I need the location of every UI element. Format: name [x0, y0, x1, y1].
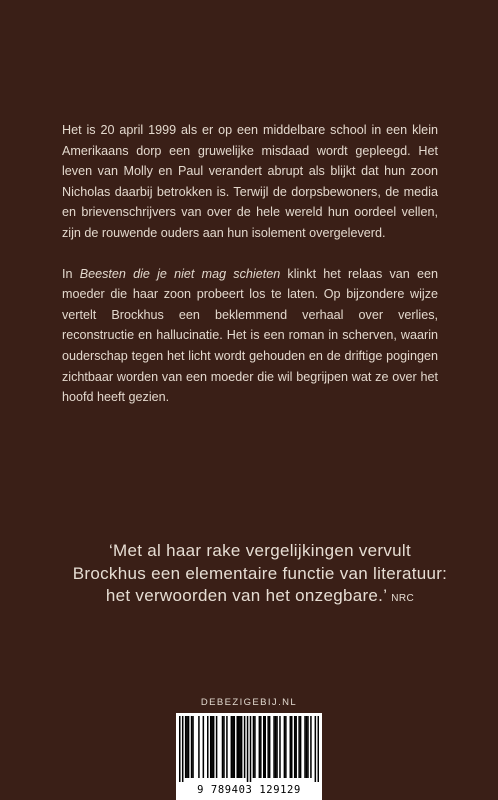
- barcode-bar: [239, 716, 241, 778]
- barcode-bar: [290, 716, 292, 778]
- back-cover-blurb: [62, 120, 438, 408]
- blurb-paragraph-2-prefix: In: [62, 266, 80, 281]
- barcode-bars: [179, 716, 319, 782]
- barcode-bar: [298, 716, 300, 778]
- blurb-paragraph-2-rest: klinkt het relaas van een moeder die haar zoon probeert los te laten. Op bijzondere wijze vertelt Brockhus een beklemmend verhaal over verlies, reconstructie en hallucinatie. Het is een roman in scherven, waarin ouderschap tegen het licht wordt gehouden en de driftige pogingen zichtbaar worden van een moeder die wil begrijpen wat ze over het hoofd heeft gezien.: [62, 266, 438, 405]
- blurb-paragraph-1: Het is 20 april 1999 als er op een middelbare school in een klein Amerikaans dorp een gruwelijke misdaad wordt gepleegd. Het leven van Molly en Paul verandert abrupt als blijkt dat hun zoon Nicholas daarbij betrokken is. Terwijl de dorpsbewoners, de media en brievenschrijvers van over de hele wereld hun oordeel vellen, zijn de rouwende ouders aan hun isolement overgeleverd.: [62, 123, 438, 240]
- barcode-bar: [231, 716, 233, 778]
- barcode-bar: [207, 716, 209, 778]
- barcode-bar: [210, 716, 212, 778]
- barcode-bar: [222, 716, 224, 778]
- barcode-bar: [250, 716, 252, 782]
- barcode-bar: [284, 716, 286, 778]
- barcode-bar: [236, 716, 238, 778]
- publisher-website: DEBEZIGEBIJ.NL: [200, 697, 298, 708]
- barcode-bar: [186, 716, 188, 778]
- barcode-bar: [192, 716, 194, 778]
- barcode-bar: [306, 716, 308, 778]
- barcode-bar: [285, 716, 287, 778]
- barcode-bar: [179, 716, 181, 782]
- barcode-bar: [182, 716, 184, 782]
- barcode-bar: [234, 716, 236, 778]
- barcode-bar: [304, 716, 306, 778]
- barcode-bar: [260, 716, 262, 778]
- barcode-bar: [191, 716, 193, 778]
- barcode-digits: 9 789403 129129: [197, 784, 301, 796]
- barcode-bar: [244, 716, 246, 778]
- barcode-bar: [264, 716, 266, 778]
- barcode-bar: [295, 716, 297, 778]
- barcode-bar: [307, 716, 309, 778]
- barcode-bar: [310, 716, 312, 778]
- barcode-bar: [213, 716, 215, 778]
- book-title-italic: Beesten die je niet mag schieten: [79, 266, 281, 281]
- barcode-bar: [232, 716, 234, 778]
- barcode-bar: [185, 716, 187, 778]
- barcode-bar: [259, 716, 261, 778]
- barcode-bar: [300, 716, 302, 778]
- review-quote-source: NRC: [391, 593, 415, 604]
- barcode-bar: [223, 716, 225, 778]
- barcode-bar: [238, 716, 240, 778]
- barcode-bar: [276, 716, 278, 778]
- barcode-bar: [263, 716, 265, 778]
- review-quote: [70, 540, 450, 611]
- barcode-bar: [241, 716, 243, 778]
- barcode-bar: [247, 716, 249, 782]
- barcode-bar: [269, 716, 271, 778]
- review-quote-text: ‘Met al haar rake vergelijkingen vervult Brockhus een elementaire functie van literatuur: het verwoorden van het onzegbare.’: [72, 541, 448, 605]
- barcode-bar: [273, 716, 275, 778]
- barcode-bar: [198, 716, 200, 778]
- barcode-bar: [211, 716, 213, 778]
- barcode-bar: [226, 716, 228, 778]
- isbn-barcode: [176, 713, 322, 800]
- barcode-bar: [203, 716, 205, 778]
- barcode-bar: [279, 716, 281, 778]
- barcode-bar: [253, 716, 255, 778]
- barcode-bar: [315, 716, 317, 782]
- barcode-bar: [216, 716, 218, 778]
- barcode-bar: [318, 716, 319, 782]
- barcode-bar: [275, 716, 277, 778]
- barcode-bar: [291, 716, 293, 778]
- barcode-bar: [267, 716, 269, 778]
- barcode-bar: [188, 716, 190, 778]
- barcode-bar: [254, 716, 256, 778]
- barcode-bar: [294, 716, 296, 778]
- blurb-paragraph-2: [62, 264, 438, 408]
